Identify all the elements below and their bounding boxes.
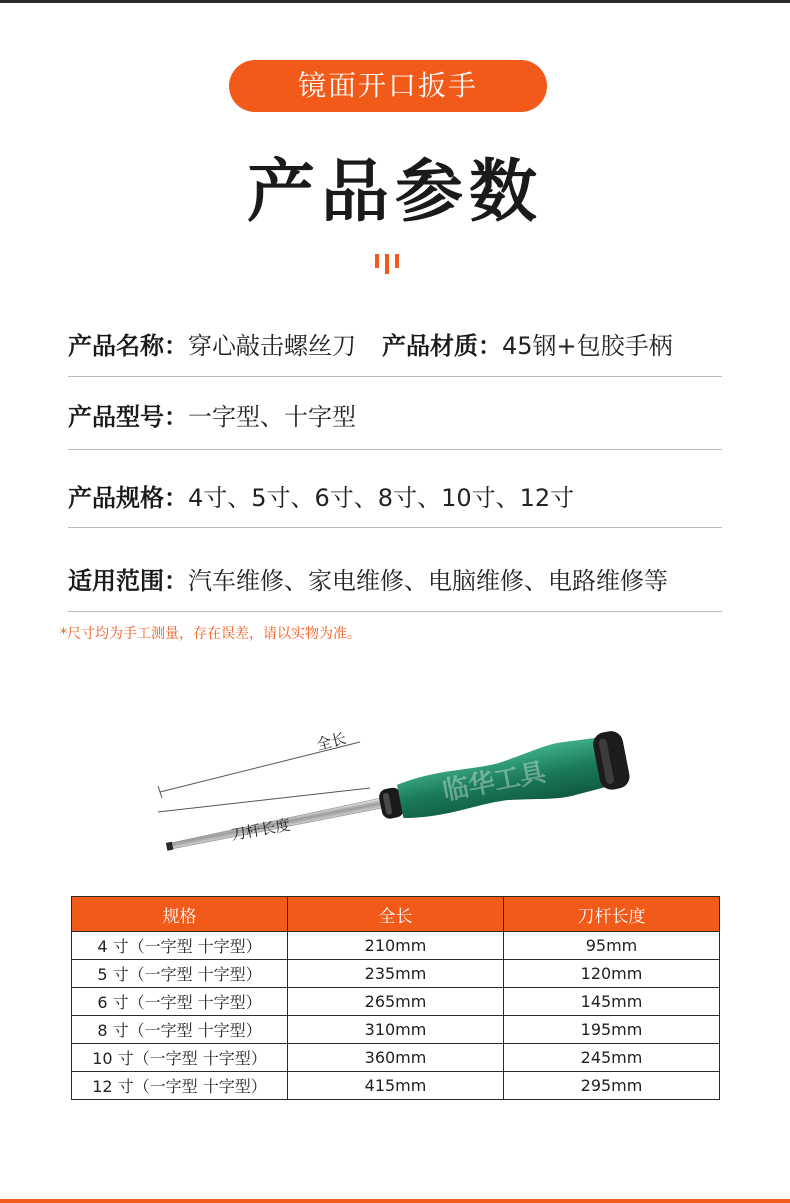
page-title: 产品参数: [246, 153, 543, 232]
divider: [68, 449, 722, 450]
table-row: [72, 988, 720, 1016]
table-cell-shaft-length: 145mm: [504, 988, 720, 1016]
table-header-spec: 规格: [72, 897, 288, 932]
table-cell-total-length: 415mm: [288, 1072, 504, 1100]
measurement-note: *尺寸均为手工测量，存在误差，请以实物为准。: [60, 626, 361, 642]
table-cell-shaft-length: 295mm: [504, 1072, 720, 1100]
spec-model-value: 一字型、十字型: [188, 403, 356, 431]
table-row: [72, 960, 720, 988]
spec-row-scope: [68, 561, 668, 596]
spec-row-size: [68, 478, 574, 513]
table-cell-total-length: 210mm: [288, 932, 504, 960]
spec-material-value: 45钢+包胶手柄: [502, 332, 673, 360]
spec-scope-label: 适用范围：: [68, 567, 188, 595]
divider: [68, 527, 722, 528]
spec-name-value: 穿心敲击螺丝刀: [188, 332, 356, 360]
table-cell-total-length: 360mm: [288, 1044, 504, 1072]
spec-size-value: 4寸、5寸、6寸、8寸、10寸、12寸: [188, 484, 575, 512]
spec-table: [71, 896, 720, 1100]
spec-row-name-material: [68, 326, 673, 361]
divider: [68, 376, 722, 377]
table-cell-total-length: 310mm: [288, 1016, 504, 1044]
spec-size-label: 产品规格：: [68, 484, 188, 512]
table-row: [72, 1016, 720, 1044]
table-row: [72, 1072, 720, 1100]
handle-watermark: 临华工具: [440, 757, 549, 807]
spec-row-model: [68, 397, 356, 432]
product-banner: [229, 60, 547, 112]
decorative-mark-icon: [373, 252, 401, 274]
table-cell-shaft-length: 95mm: [504, 932, 720, 960]
table-cell-shaft-length: 195mm: [504, 1016, 720, 1044]
shaft-length-label: 刀杆长度: [229, 815, 292, 844]
total-length-label: 全长: [314, 729, 349, 754]
table-header-shaft-length: 刀杆长度: [504, 897, 720, 932]
table-cell-spec: 6 寸（一字型 十字型）: [72, 988, 288, 1016]
table-cell-total-length: 265mm: [288, 988, 504, 1016]
spec-scope-value: 汽车维修、家电维修、电脑维修、电路维修等: [188, 567, 668, 595]
table-row: [72, 1044, 720, 1072]
table-cell-spec: 4 寸（一字型 十字型）: [72, 932, 288, 960]
table-cell-spec: 12 寸（一字型 十字型）: [72, 1072, 288, 1100]
spec-model-label: 产品型号：: [68, 403, 188, 431]
table-cell-spec: 5 寸（一字型 十字型）: [72, 960, 288, 988]
divider: [68, 611, 722, 612]
table-cell-shaft-length: 120mm: [504, 960, 720, 988]
product-banner-label: 镜面开口扳手: [297, 69, 478, 102]
spec-name-label: 产品名称：: [68, 332, 188, 360]
bottom-border: [0, 1199, 790, 1203]
table-header-total-length: 全长: [288, 897, 504, 932]
spec-material-label: 产品材质：: [382, 332, 502, 360]
table-cell-shaft-length: 245mm: [504, 1044, 720, 1072]
table-row: [72, 932, 720, 960]
table-cell-spec: 10 寸（一字型 十字型）: [72, 1044, 288, 1072]
screwdriver-illustration: [140, 700, 660, 860]
table-cell-total-length: 235mm: [288, 960, 504, 988]
table-header-row: [72, 897, 720, 932]
table-cell-spec: 8 寸（一字型 十字型）: [72, 1016, 288, 1044]
top-border: [0, 0, 790, 3]
